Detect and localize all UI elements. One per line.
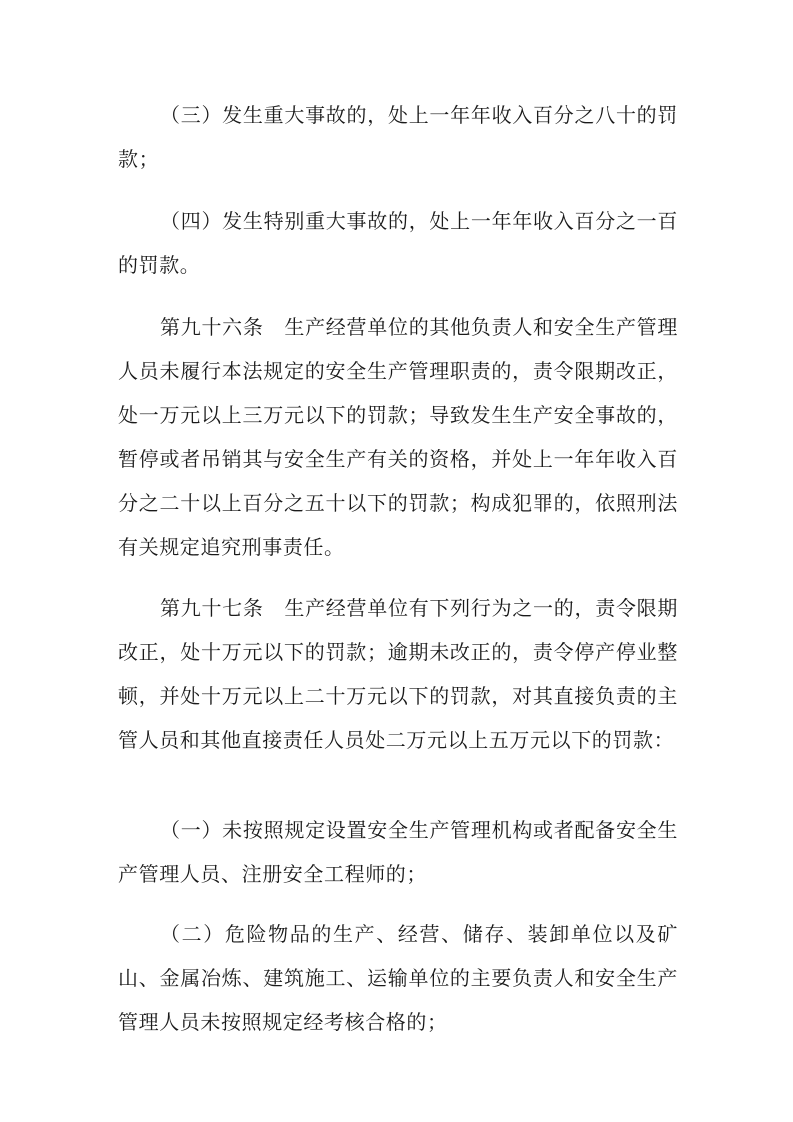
paragraph-item-1: （一）未按照规定设置安全生产管理机构或者配备安全生产管理人员、注册安全工程师的； bbox=[118, 818, 678, 886]
paragraph-article-96: 第九十六条 生产经营单位的其他负责人和安全生产管理人员未履行本法规定的安全生产管理职责的，责令限期改正，处一万元以上三万元以下的罚款；导致发生生产安全事故的，暂停或者吊销其与安全生产有关的资格，并处上一年年收入百分之二十以上百分之五十以下的罚款；构成犯罪的，依照刑法有关规定追究刑事责任。 bbox=[118, 315, 678, 559]
paragraph-item-2: （二）危险物品的生产、经营、储存、装卸单位以及矿山、金属冶炼、建筑施工、运输单位的主要负责人和安全生产管理人员未按照规定经考核合格的； bbox=[118, 922, 678, 1034]
paragraph-article-97: 第九十七条 生产经营单位有下列行为之一的，责令限期改正，处十万元以下的罚款；逾期未改正的，责令停产停业整顿，并处十万元以上二十万元以下的罚款，对其直接负责的主管人员和其他直接责任人员处二万元以上五万元以下的罚款： bbox=[118, 596, 678, 752]
paragraph-item-4-fine: （四）发生特别重大事故的，处上一年年收入百分之一百的罚款。 bbox=[118, 209, 678, 277]
paragraph-item-3-fine: （三）发生重大事故的，处上一年年收入百分之八十的罚款； bbox=[118, 103, 678, 171]
